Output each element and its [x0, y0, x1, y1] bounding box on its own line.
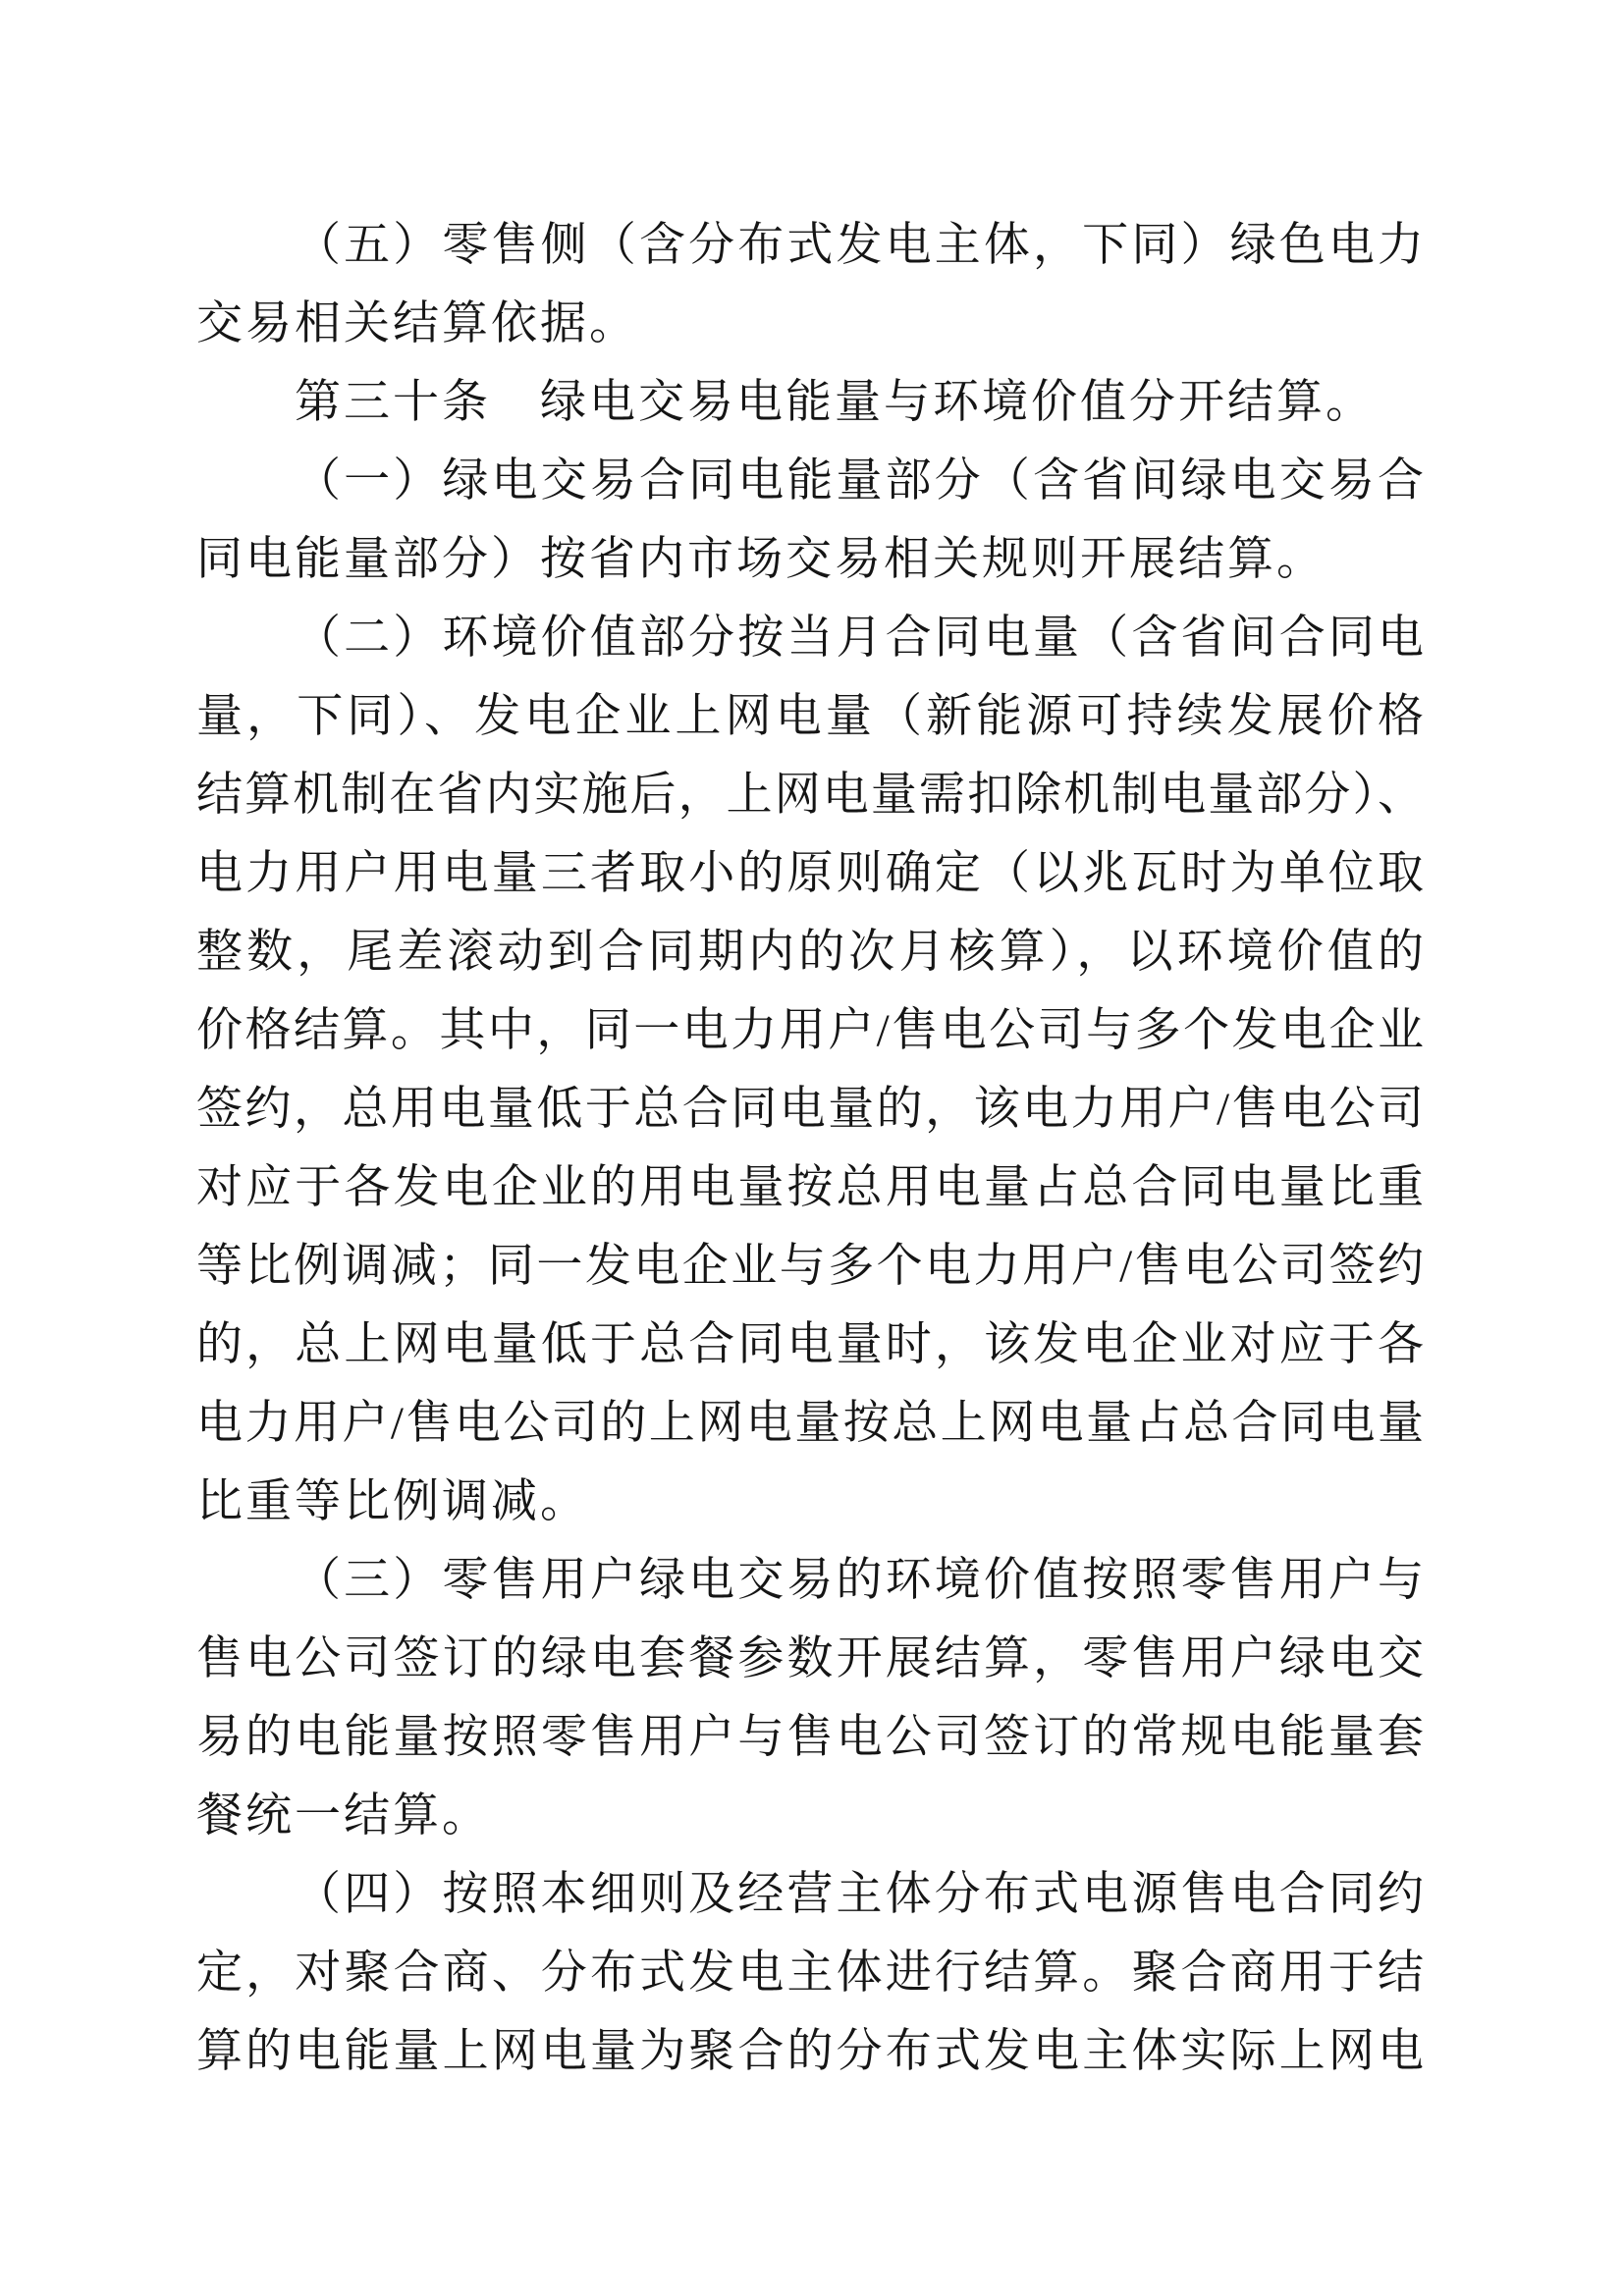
text-line: 同电能量部分）按省内市场交易相关规则开展结算。 — [196, 534, 1326, 585]
text-line: （五）零售侧（含分布式发电主体，下同）绿色电力 — [295, 220, 1424, 271]
text-line: 算的电能量上网电量为聚合的分布式发电主体实际上网电 — [196, 2026, 1424, 2077]
text-line: 第三十条 绿电交易电能量与环境价值分开结算。 — [295, 377, 1375, 428]
text-line: 电力用户用电量三者取小的原则确定（以兆瓦时为单位取 — [196, 848, 1424, 899]
text-line: （三）零售用户绿电交易的环境价值按照零售用户与 — [295, 1555, 1424, 1606]
text-line: 定，对聚合商、分布式发电主体进行结算。聚合商用于结 — [196, 1948, 1424, 1999]
text-line: （四）按照本细则及经营主体分布式电源售电合同约 — [295, 1869, 1424, 1920]
text-line: （一）绿电交易合同电能量部分（含省间绿电交易合 — [295, 455, 1424, 507]
text-line: 的，总上网电量低于总合同电量时，该发电企业对应于各 — [196, 1319, 1424, 1370]
text-line: 比重等比例调减。 — [196, 1476, 589, 1527]
text-line: 签约，总用电量低于总合同电量的，该电力用户/售电公司 — [196, 1084, 1424, 1135]
text-line: 电力用户/售电公司的上网电量按总上网电量占总合同电量 — [196, 1398, 1424, 1449]
text-line: 餐统一结算。 — [196, 1790, 491, 1842]
text-line: 结算机制在省内实施后，上网电量需扣除机制电量部分）、 — [196, 770, 1424, 821]
text-line: 易的电能量按照零售用户与售电公司签订的常规电能量套 — [196, 1712, 1424, 1763]
text-line: 交易相关结算依据。 — [196, 298, 638, 349]
text-line: 量，下同）、发电企业上网电量（新能源可持续发展价格 — [196, 691, 1424, 742]
text-line: 对应于各发电企业的用电量按总用电量占总合同电量比重 — [196, 1162, 1424, 1213]
text-line: 等比例调减；同一发电企业与多个电力用户/售电公司签约 — [196, 1241, 1424, 1292]
text-line: 售电公司签订的绿电套餐参数开展结算，零售用户绿电交 — [196, 1633, 1424, 1684]
text-line: 价格结算。其中，同一电力用户/售电公司与多个发电企业 — [196, 1005, 1424, 1056]
text-line: 整数，尾差滚动到合同期内的次月核算），以环境价值的 — [196, 927, 1424, 978]
text-line: （二）环境价值部分按当月合同电量（含省间合同电 — [295, 613, 1424, 664]
document-text-block — [196, 206, 1424, 2091]
